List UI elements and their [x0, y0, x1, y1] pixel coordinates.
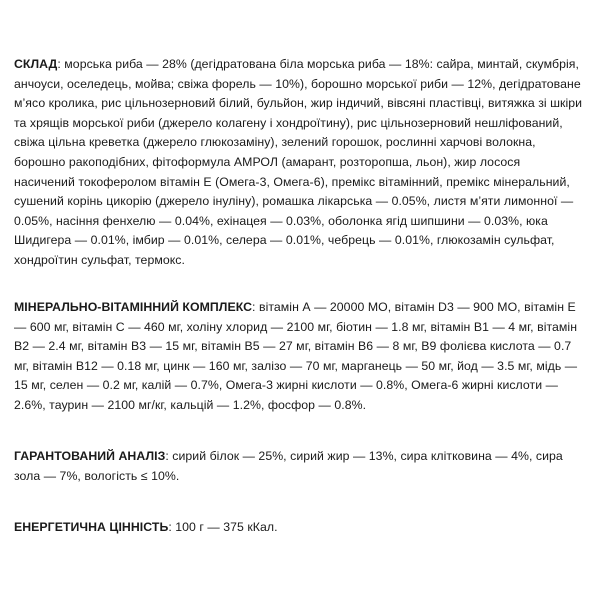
guaranteed-analysis-section [14, 447, 584, 486]
energy-value-text: : 100 г — 375 кКал. [168, 520, 278, 534]
composition-label: СКЛАД [14, 57, 58, 71]
mineral-vitamin-label: МІНЕРАЛЬНО-ВІТАМІННИЙ КОМПЛЕКС [14, 300, 253, 314]
composition-text: : морська риба — 28% (дегідратована біла морська риба — 18%: сайра, минтай, скумбрія, анчоуси, оселедець, мойва; свіжа форель — 10%), борошно морської риби — 12%, дегідратоване м’ясо кролика, рис цільнозерновий білий, бульйон, жир індичий, вівсяні пластівці, витяжка зі шкіри та хрящів морської риби (джерело колагену і хондроїтину), рис цільнозерновий нешліфований, свіжа цільна креветка (джерело глюкозаміну), зелений горошок, рослинні харчові волокна, борошно ракоподібних, фітоформула АМРОЛ (амарант, розторопша, льон), жир лосося насичений токоферолом вітамін Е (Омега-3, Омега-6), премікс вітамінний, премікс мінеральний, сушений корінь цикорію (джерело інуліну), ромашка лікарська — 0.05%, листя м’яти лимонної — 0.05%, насіння фенхелю — 0.04%, ехінацея — 0.03%, оболонка ягід шипшини — 0.03%, юка Шидигера — 0.01%, імбир — 0.01%, селера — 0.01%, чебрець — 0.01%, глюкозамін сульфат, хондроїтин сульфат, термокс. [14, 57, 583, 267]
mineral-vitamin-text: : вітамін А — 20000 МО, вітамін D3 — 900 МО, вітамін Е — 600 мг, вітамін С — 460 мг, холіну хлорид — 2100 мг, біотин — 1.8 мг, вітамін В1 — 4 мг, вітамін В2 — 2.4 мг, вітамін В3 — 15 мг, вітамін В5 — 27 мг, вітамін В6 — 8 мг, В9 фолієва кислота — 0.7 мг, вітамін В12 — 0.18 мг, цинк — 160 мг, залізо — 70 мг, марганець — 50 мг, йод — 3.5 мг, мідь — 15 мг, селен — 0.2 мг, калій — 0.7%, Омега-3 жирні кислоти — 0.8%, Омега-6 жирні кислоти — 2.6%, таурин — 2100 мг/кг, кальцій — 1.2%, фосфор — 0.8%. [14, 300, 578, 412]
mineral-vitamin-section [14, 298, 584, 416]
guaranteed-analysis-label: ГАРАНТОВАНИЙ АНАЛІЗ [14, 449, 166, 463]
composition-section [14, 55, 584, 271]
energy-value-label: ЕНЕРГЕТИЧНА ЦІННІСТЬ [14, 520, 169, 534]
guaranteed-analysis-text: : сирий білок — 25%, сирий жир — 13%, сира клітковина — 4%, сира зола — 7%, вологість ≤ 10%. [14, 449, 563, 483]
energy-value-section [14, 518, 584, 538]
